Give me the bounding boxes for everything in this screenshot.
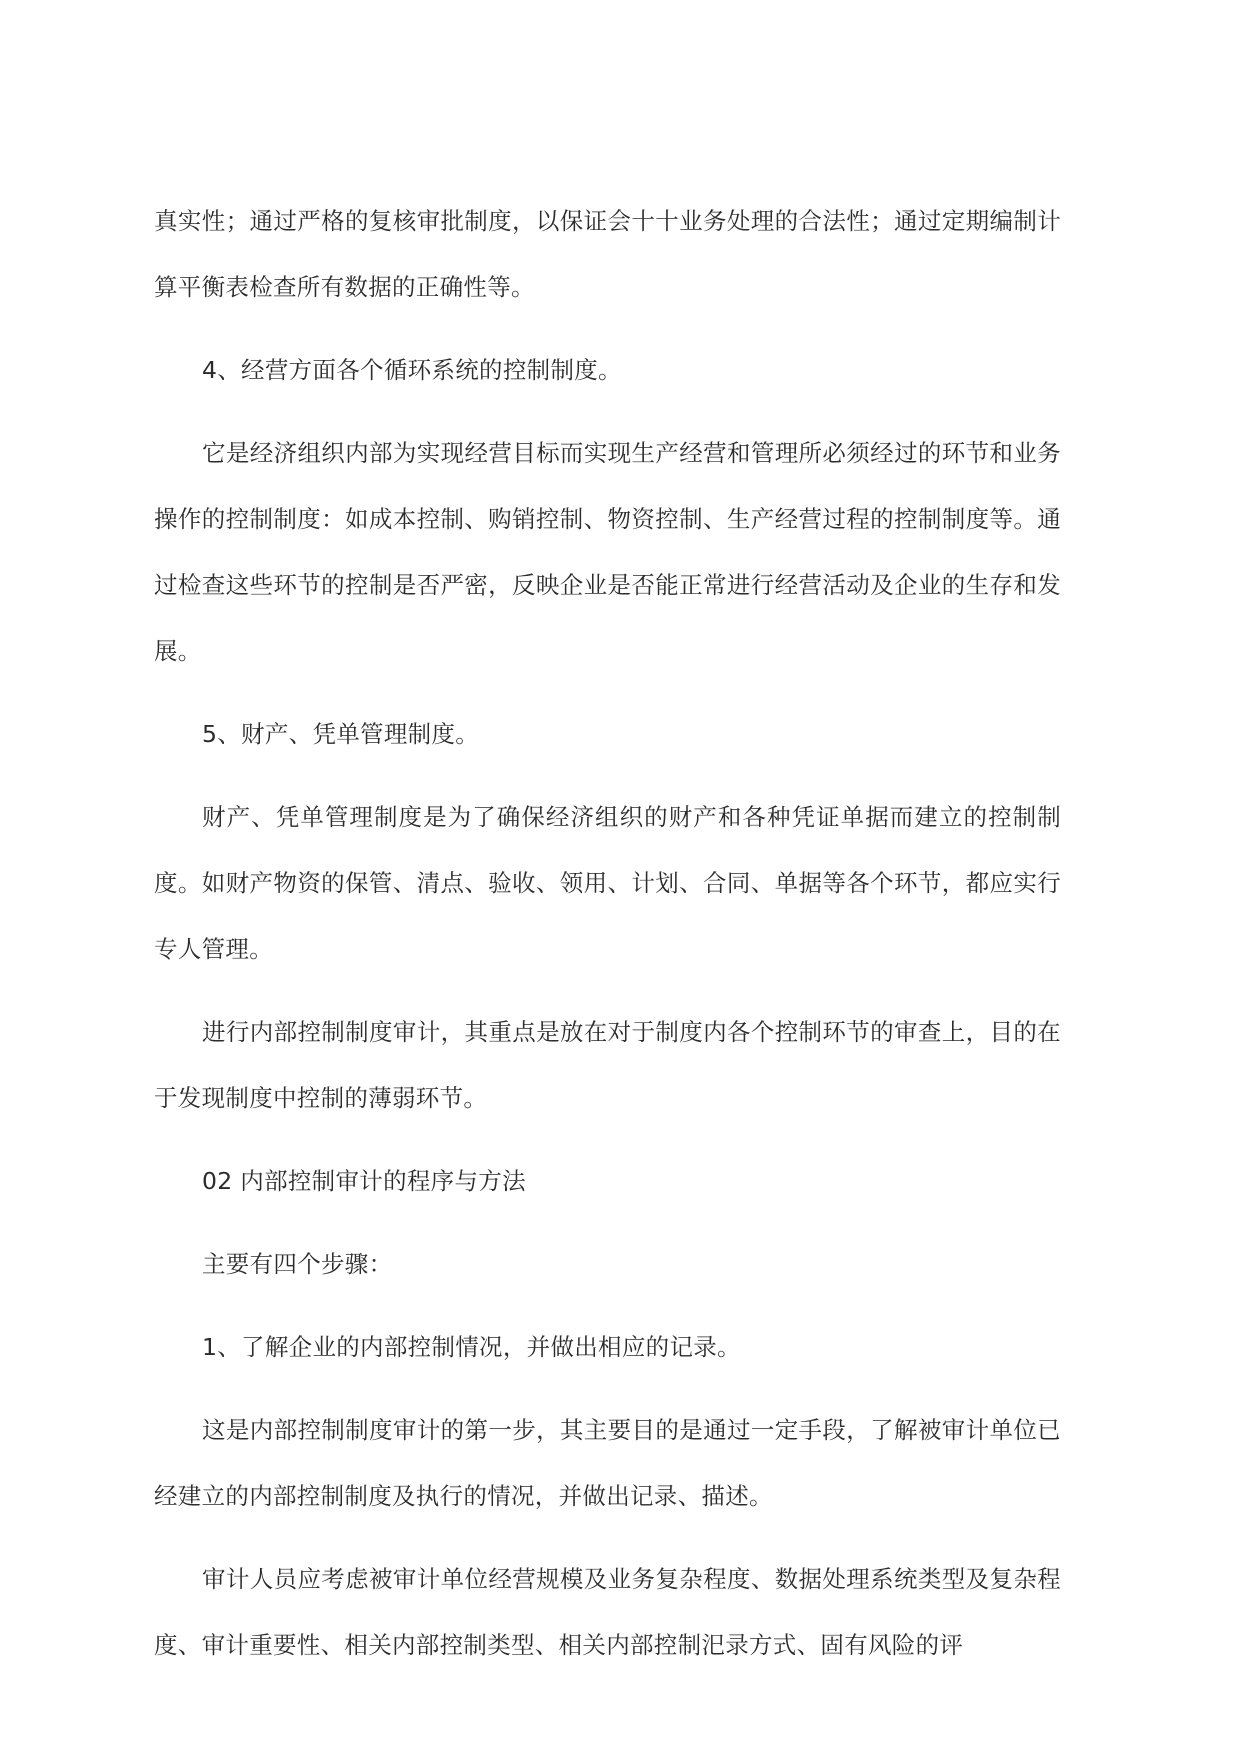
section-heading-4: 4、经营方面各个循环系统的控制制度。 <box>202 356 622 384</box>
paragraph-continuation: 真实性；通过严格的复核审批制度，以保证会十十业务处理的合法性；通过定期编制计算平衡表检查所有数据的正确性等。 <box>154 207 1061 301</box>
section-heading-02: 02 内部控制审计的程序与方法 <box>202 1167 526 1195</box>
paragraph-property-vouchers: 财产、凭单管理制度是为了确保经济组织的财产和各种凭证单据而建立的控制制度。如财产物资的保管、清点、验收、领用、计划、合同、单据等各个环节，都应实行专人管理。 <box>154 803 1061 963</box>
section-heading-5: 5、财产、凭单管理制度。 <box>202 720 480 748</box>
paragraph-first-step: 这是内部控制制度审计的第一步，其主要目的是通过一定手段，了解被审计单位已经建立的内部控制制度及执行的情况，并做出记录、描述。 <box>154 1416 1061 1510</box>
paragraph-four-steps: 主要有四个步骤： <box>202 1250 393 1278</box>
paragraph-auditor-considerations: 审计人员应考虑被审计单位经营规模及业务复杂程度、数据处理系统类型及复杂程度、审计重要性、相关内部控制类型、相关内部控制汜录方式、固有风险的评 <box>154 1565 1061 1659</box>
document-page <box>154 188 1061 1678</box>
step-heading-1: 1、了解企业的内部控制情况，并做出相应的记录。 <box>202 1333 741 1361</box>
paragraph-audit-focus: 进行内部控制制度审计，其重点是放在对于制度内各个控制环节的审查上，目的在于发现制度中控制的薄弱环节。 <box>154 1018 1061 1112</box>
paragraph-operations-control: 它是经济组织内部为实现经营目标而实现生产经营和管理所必须经过的环节和业务操作的控制制度：如成本控制、购销控制、物资控制、生产经营过程的控制制度等。通过检查这些环节的控制是否严密，反映企业是否能正常进行经营活动及企业的生存和发展。 <box>154 439 1061 665</box>
